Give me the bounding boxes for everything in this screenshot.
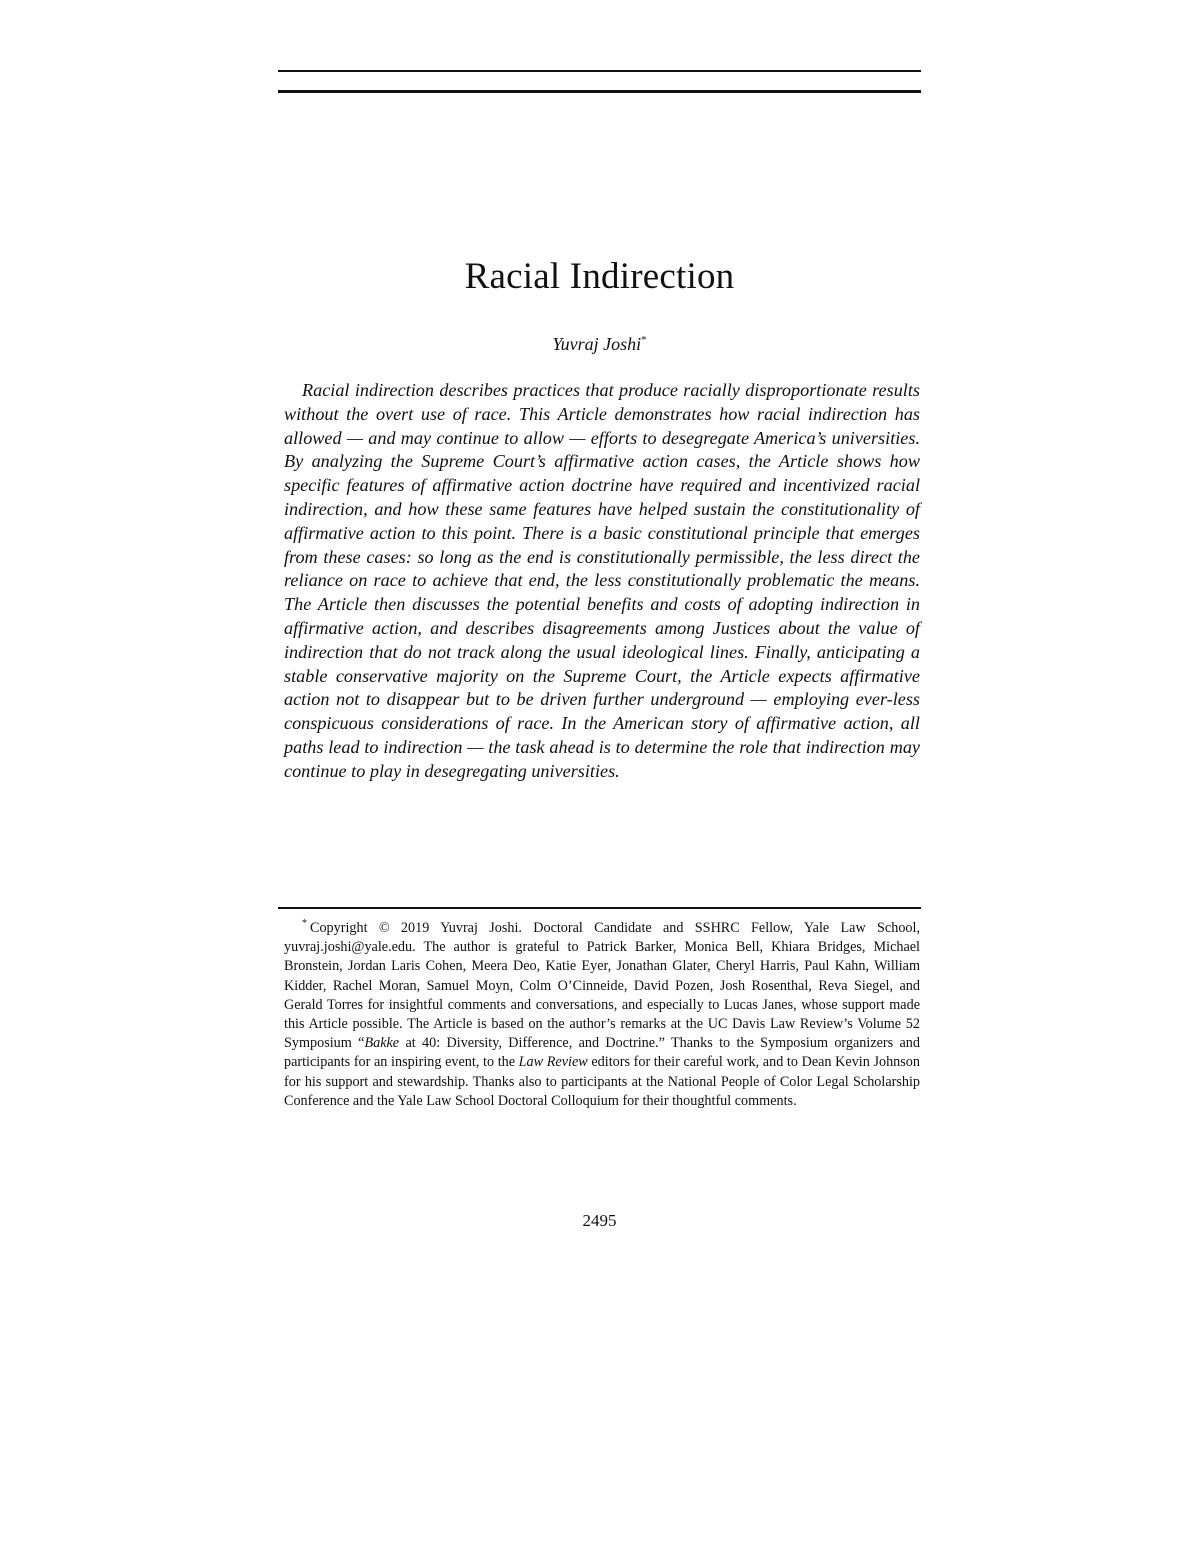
footnote-text-3: editors for their careful work, and to Dean Kevin Johnson for his support and stewardship. Thanks also to participants at the National People of Color Legal Scholarship Conference and the Yale Law School Doctoral Colloquium for their thoughtful comments.	[284, 1054, 920, 1109]
author-line	[278, 334, 921, 355]
abstract: Racial indirection describes practices that produce racially disproportionate results without the overt use of race. This Article demonstrates how racial indirection has allowed — and may continue to allow — efforts to desegregate America’s universities. By analyzing the Supreme Court’s affirmative action cases, the Article shows how specific features of affirmative action doctrine have required and incentivized racial indirection, and how these same features have helped sustain the constitutionality of affirmative action to this point. There is a basic constitutional principle that emerges from these cases: so long as the end is constitutionally permissible, the less direct the reliance on race to achieve that end, the less constitutionally problematic the means. The Article then discusses the potential benefits and costs of adopting indirection in affirmative action, and describes disagreements among Justices about the value of indirection that do not track along the usual ideological lines. Finally, anticipating a stable conservative majority on the Supreme Court, the Article expects affirmative action not to disappear but to be driven further underground — employing ever-less conspicuous considerations of race. In the American story of affirmative action, all paths lead to indirection — the task ahead is to determine the role that indirection may continue to play in desegregating universities.	[284, 380, 920, 781]
header-rule-thick	[278, 90, 921, 93]
author-footnote	[284, 919, 920, 1111]
footnote-case-name: Bakke	[364, 1035, 400, 1052]
footnote-rule	[278, 907, 921, 909]
header-rule-thin	[278, 70, 921, 72]
footnote-text-2: at 40: Diversity, Difference, and Doctrine.” Thanks to the Symposium organizers and participants for an inspiring event, to the	[284, 1035, 920, 1071]
author-name: Yuvraj Joshi	[552, 334, 642, 354]
footnote-journal-name: Law Review	[518, 1054, 588, 1071]
article-title: Racial Indirection	[464, 256, 735, 297]
author-footnote-mark: *	[641, 334, 647, 346]
page-number: 2495	[582, 1211, 617, 1230]
footnote-mark: *	[302, 918, 307, 930]
footnote-text-1: Copyright © 2019 Yuvraj Joshi. Doctoral Candidate and SSHRC Fellow, Yale Law School, yuvraj.joshi@yale.edu. The author is grateful to Patrick Barker, Monica Bell, Khiara Bridges, Michael Bronstein, Jordan Laris Cohen, Meera Deo, Katie Eyer, Jonathan Glater, Cheryl Harris, Paul Kahn, William Kidder, Rachel Moran, Samuel Moyn, Colm O’Cinneide, David Pozen, Josh Rosenthal, Reva Siegel, and Gerald Torres for insightful comments and conversations, and especially to Lucas Janes, whose support made this Article possible. The Article is based on the author’s remarks at the UC Davis Law Review’s Volume 52 Symposium “	[284, 920, 920, 1052]
